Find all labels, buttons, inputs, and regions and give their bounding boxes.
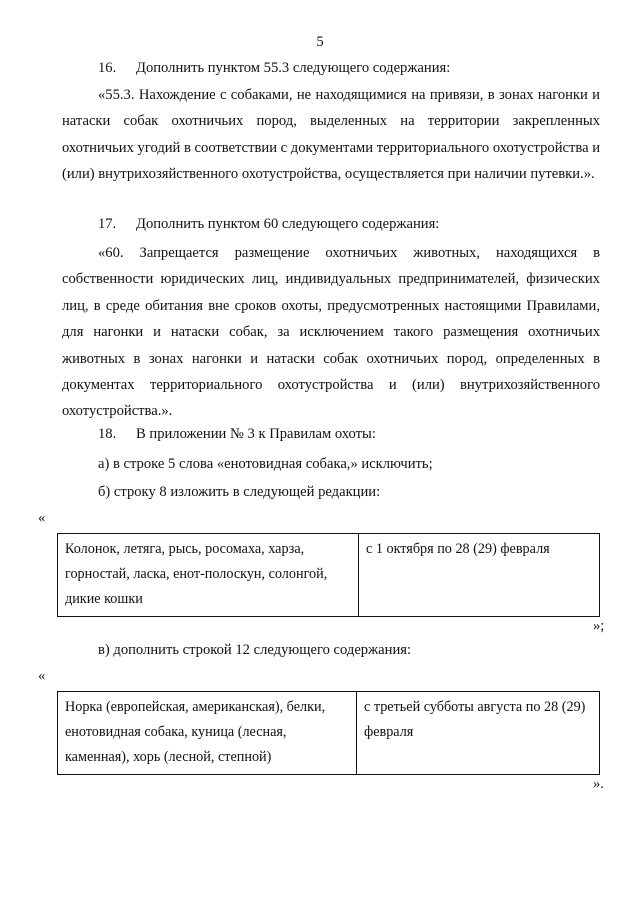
paragraph-60: «60. Запрещается размещение охотничьих животных, находящихся в собственности юридических лиц, индивидуальных предпринимателей, физических лиц, в среде обитания вне сроков охоты, предусмотренных настоящими Правилами, для нагонки и натаски собак, за исключением такого размещения охотничьих животных в зонах нагонки и натаски собак охотничьих пород, определенных в документах территориального охотустройства и (или) внутрихозяйственного охотустройства.». xyxy=(62,245,600,420)
subitem-v: в) дополнить строкой 12 следующего содержания: xyxy=(98,642,412,658)
table-row-8 xyxy=(57,533,600,617)
item-17-number: 17. xyxy=(98,216,117,232)
species-cell: Норка (европейская, американская), белки, енотовидная собака, куница (лесная, каменная), хорь (лесной, степной) xyxy=(58,692,357,775)
item-17 xyxy=(98,216,439,233)
period-cell: с 1 октября по 28 (29) февраля xyxy=(359,534,600,617)
page-number: 5 xyxy=(316,34,324,50)
table1-open-quote: « xyxy=(38,510,46,526)
item-16-number: 16. xyxy=(98,60,117,76)
paragraph-55-3: «55.3. Нахождение с собаками, не находящимися на привязи, в зонах нагонки и натаски собак охотничьих пород, выделенных на территории закрепленных охотничьих угодий в соответствии с документами территориального охотустройства и (или) внутрихозяйственного охотустройства, осуществляется при наличии путевки.». xyxy=(62,87,601,183)
table2-open-quote: « xyxy=(38,668,46,684)
item-17-text: Дополнить пунктом 60 следующего содержания: xyxy=(136,216,440,232)
subitem-b: б) строку 8 изложить в следующей редакции: xyxy=(98,484,381,500)
table-row xyxy=(58,534,600,617)
item-18-text: В приложении № 3 к Правилам охоты: xyxy=(136,426,376,442)
table-row xyxy=(58,692,600,775)
table-row-12 xyxy=(57,691,600,775)
item-16-text: Дополнить пунктом 55.3 следующего содержания: xyxy=(136,60,451,76)
species-cell: Колонок, летяга, рысь, росомаха, харза, горностай, ласка, енот-полоскун, солонгой, дикие кошки xyxy=(58,534,359,617)
item-18 xyxy=(98,426,376,443)
subitem-a: а) в строке 5 слова «енотовидная собака,» исключить; xyxy=(98,456,433,472)
table1-close-quote: »; xyxy=(593,618,605,634)
item-18-number: 18. xyxy=(98,426,117,442)
period-cell: с третьей субботы августа по 28 (29) февраля xyxy=(357,692,600,775)
item-16 xyxy=(98,60,450,77)
table2-close-quote: ». xyxy=(593,776,604,792)
